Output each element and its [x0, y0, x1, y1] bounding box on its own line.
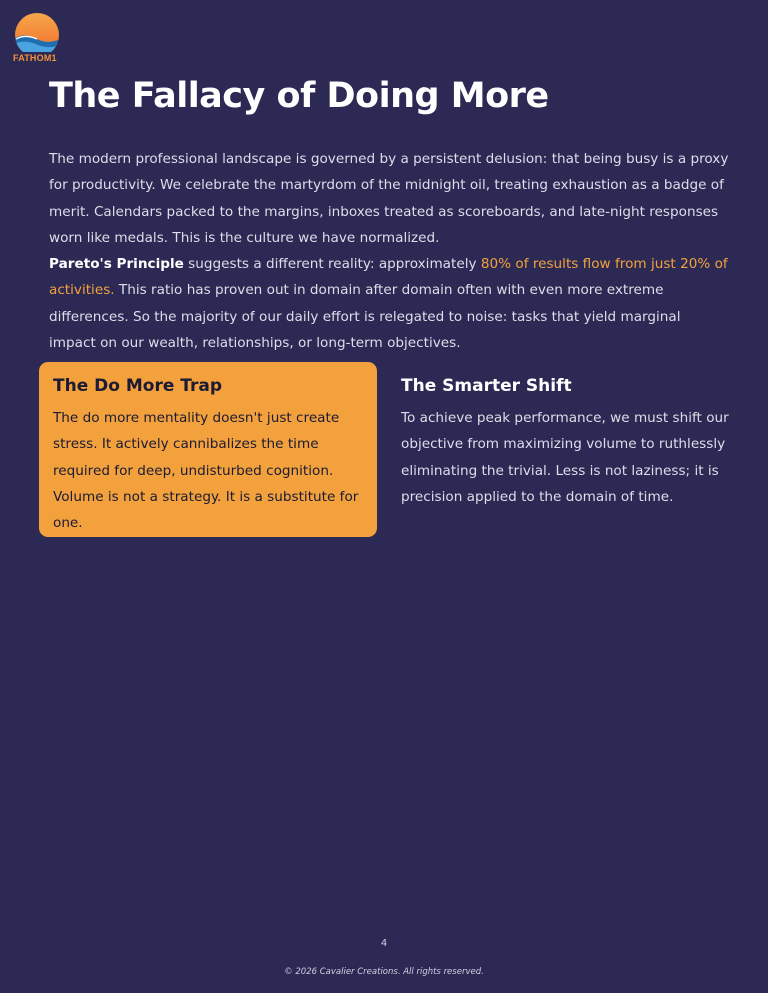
pareto-paragraph: [49, 251, 729, 356]
intro-section: [49, 146, 729, 356]
fathom-logo: [12, 12, 64, 68]
shift-body: To achieve peak performance, we must shift our objective from maximizing volume to ruthlessly eliminating the trivial. Less is not laziness; it is precision applied to the domain of time.: [401, 410, 729, 505]
intro-paragraph: The modern professional landscape is governed by a persistent delusion: that being busy is a proxy for productivity. We celebrate the martyrdom of the midnight oil, treating exhaustion as a badge of merit. Calendars packed to the margins, inboxes treated as scoreboards, and late-night responses worn like medals. This is the culture we have normalized.: [49, 151, 729, 246]
pareto-principle-label: Pareto's Principle: [49, 256, 184, 273]
pareto-highlight: 80% of results flow from just 20% of activities.: [49, 256, 728, 299]
logo-wordmark: FATHOM1: [13, 53, 57, 63]
callout-title: The Do More Trap: [53, 376, 223, 396]
shift-title: The Smarter Shift: [401, 376, 572, 396]
copyright-footer: © 2026 Cavalier Creations. All rights reserved.: [284, 967, 484, 977]
smarter-shift-section: [401, 373, 731, 510]
page-title: The Fallacy of Doing More: [49, 76, 549, 116]
sunset-wave-icon: [12, 12, 62, 52]
pareto-lead-text: suggests a different reality: approximately: [183, 256, 481, 273]
pareto-rest-text: This ratio has proven out in domain after domain often with even more extreme differences. So the majority of our daily effort is relegated to noise: tasks that yield marginal impact on our wealth, relationships, or long-term objectives.: [49, 282, 681, 352]
page-number: 4: [380, 938, 388, 949]
do-more-trap-callout: [39, 362, 377, 537]
callout-body: The do more mentality doesn't just create stress. It actively cannibalizes the time required for deep, undisturbed cognition. Volume is not a strategy. It is a substitute for one.: [53, 410, 359, 532]
